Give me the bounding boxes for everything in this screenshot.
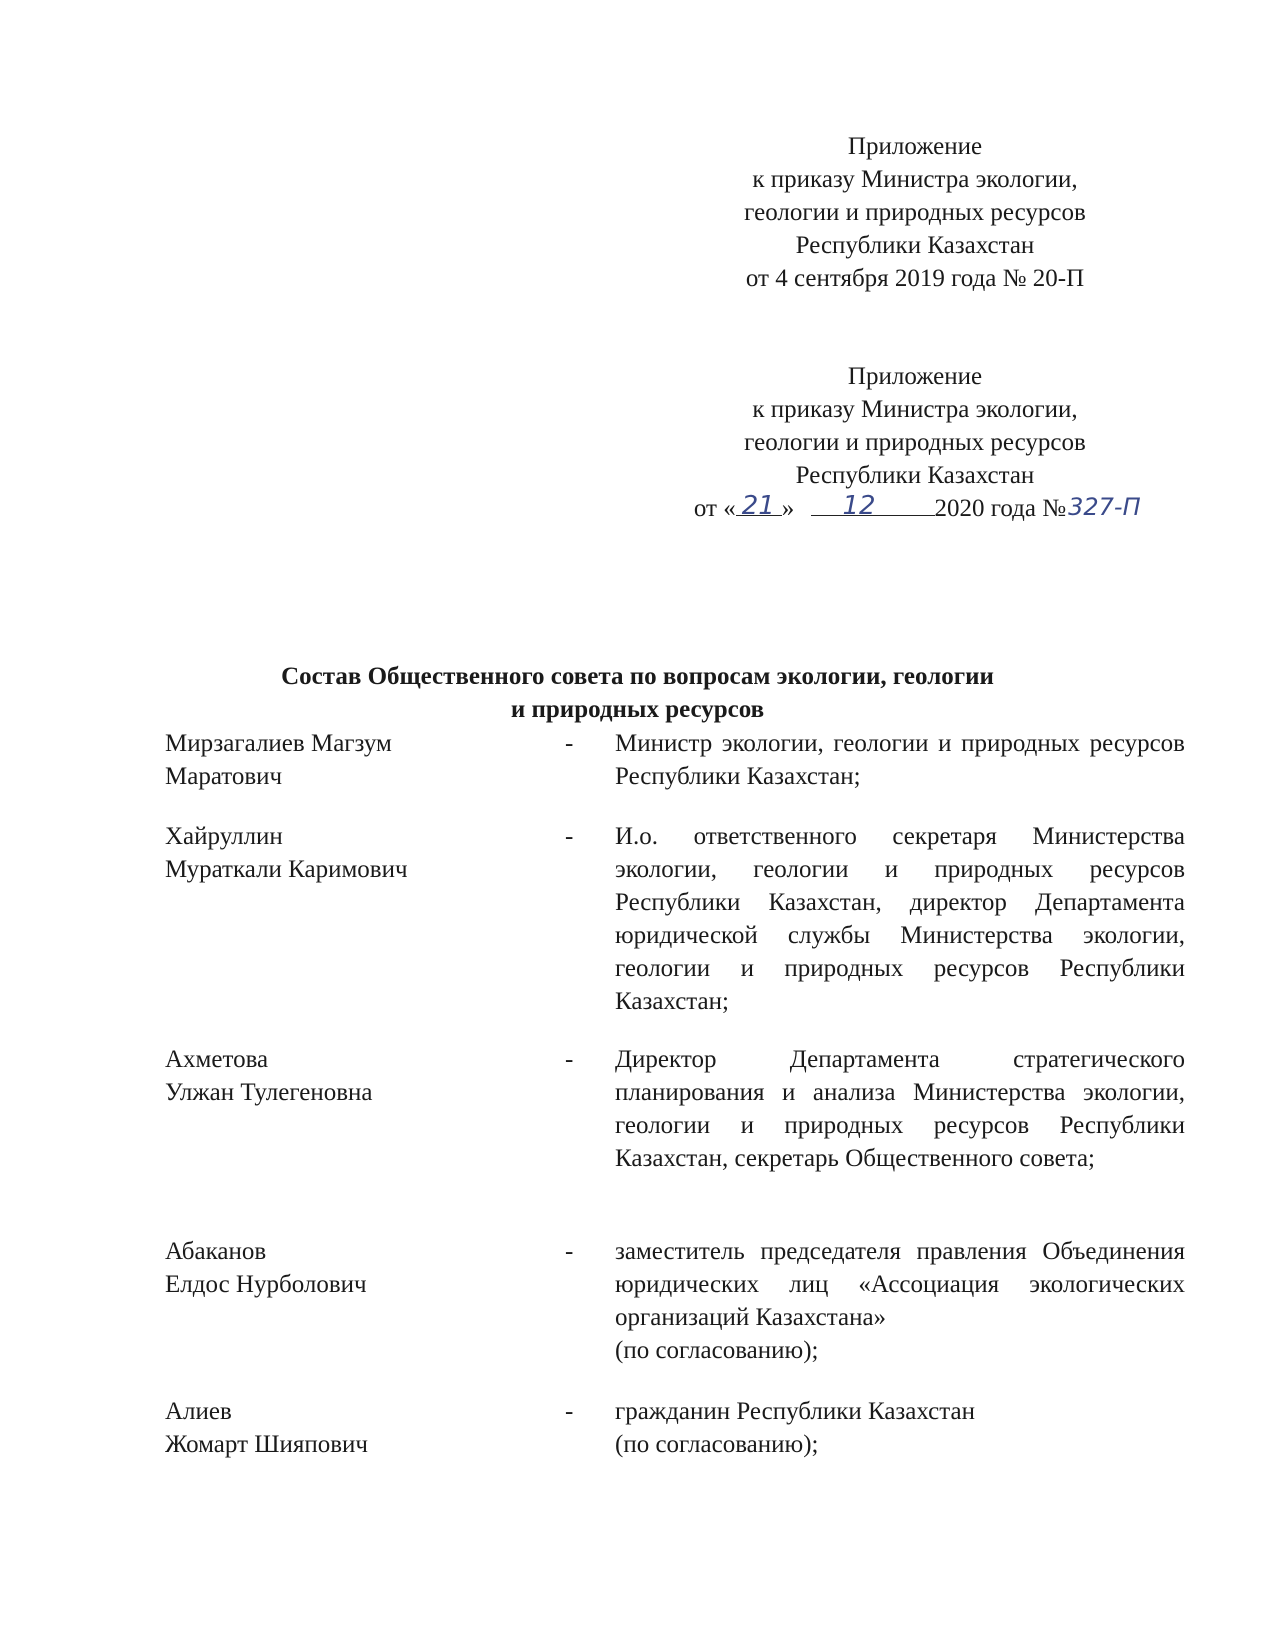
month-field xyxy=(811,491,935,521)
member-patronymic: Елдос Нурболович xyxy=(165,1271,367,1298)
day-field xyxy=(736,491,782,521)
member-role: Министр экологии, геологии и природных ресурсов Республики Казахстан; xyxy=(615,730,1185,790)
header-line: к приказу Министра экологии, xyxy=(752,396,1078,423)
member-role xyxy=(615,1395,1185,1461)
member-role-text: гражданин Республики Казахстан xyxy=(615,1398,975,1425)
header-line: Республики Казахстан xyxy=(795,232,1035,259)
date-prefix: от « xyxy=(693,495,736,522)
member-patronymic: Улжан Тулегеновна xyxy=(165,1079,373,1106)
date-mid: » xyxy=(781,495,795,522)
dash-separator: - xyxy=(565,823,574,850)
dash-separator: - xyxy=(565,1398,574,1425)
dash-separator: - xyxy=(565,730,574,757)
member-surname-name: Хайруллин xyxy=(165,823,283,850)
header-line: Приложение xyxy=(847,363,983,390)
member-surname-name: Алиев xyxy=(165,1398,232,1425)
title-line-2: и природных ресурсов xyxy=(510,696,765,723)
header-line: геологии и природных ресурсов xyxy=(744,429,1086,456)
member-name xyxy=(165,820,545,886)
member-surname-name: Ахметова xyxy=(165,1046,269,1073)
header-line: Приложение xyxy=(847,133,983,160)
handwritten-month: 12 xyxy=(842,491,876,521)
member-patronymic: Маратович xyxy=(165,763,283,790)
dash-separator: - xyxy=(565,1046,574,1073)
member-role: И.о. ответственного секретаря Министерства экологии, геологии и природных ресурсов Республики Казахстан, директор Департамента юридической службы Министерства экологии, геологии и природных ресурсов Республики Казахстан; xyxy=(615,823,1185,1015)
title-line-1: Состав Общественного совета по вопросам экологии, геологии xyxy=(281,663,994,690)
document-title xyxy=(0,660,1275,726)
member-name xyxy=(165,1043,545,1109)
member-patronymic: Жомарт Шияпович xyxy=(165,1431,368,1458)
member-surname-name: Мирзагалиев Магзум xyxy=(165,730,392,757)
date-line xyxy=(690,492,1140,525)
header-line: Республики Казахстан xyxy=(795,462,1035,489)
member-name xyxy=(165,1395,545,1461)
member-role-note: (по согласованию); xyxy=(615,1337,819,1364)
number-field xyxy=(1066,493,1141,521)
member-role-text: заместитель председателя правления Объединения юридических лиц «Ассоциация экологических организаций Казахстана» xyxy=(615,1238,1185,1331)
member-surname-name: Абаканов xyxy=(165,1238,267,1265)
handwritten-day: 21 xyxy=(741,491,775,521)
header-line: геологии и природных ресурсов xyxy=(744,199,1086,226)
header-line: к приказу Министра экологии, xyxy=(752,166,1078,193)
handwritten-number: 327-П xyxy=(1068,493,1141,521)
member-role xyxy=(615,1235,1185,1367)
dash-separator: - xyxy=(565,1238,574,1265)
member-role: Директор Департамента стратегического планирования и анализа Министерства экологии, геологии и природных ресурсов Республики Казахстан, секретарь Общественного совета; xyxy=(615,1046,1185,1172)
member-name xyxy=(165,727,545,793)
appendix-header-original xyxy=(690,130,1140,295)
appendix-header-new xyxy=(690,360,1140,525)
year-text: 2020 года № xyxy=(934,495,1067,522)
member-name xyxy=(165,1235,545,1301)
member-patronymic: Мураткали Каримович xyxy=(165,856,408,883)
header-line: от 4 сентября 2019 года № 20-П xyxy=(745,265,1085,292)
member-role-note: (по согласованию); xyxy=(615,1431,819,1458)
